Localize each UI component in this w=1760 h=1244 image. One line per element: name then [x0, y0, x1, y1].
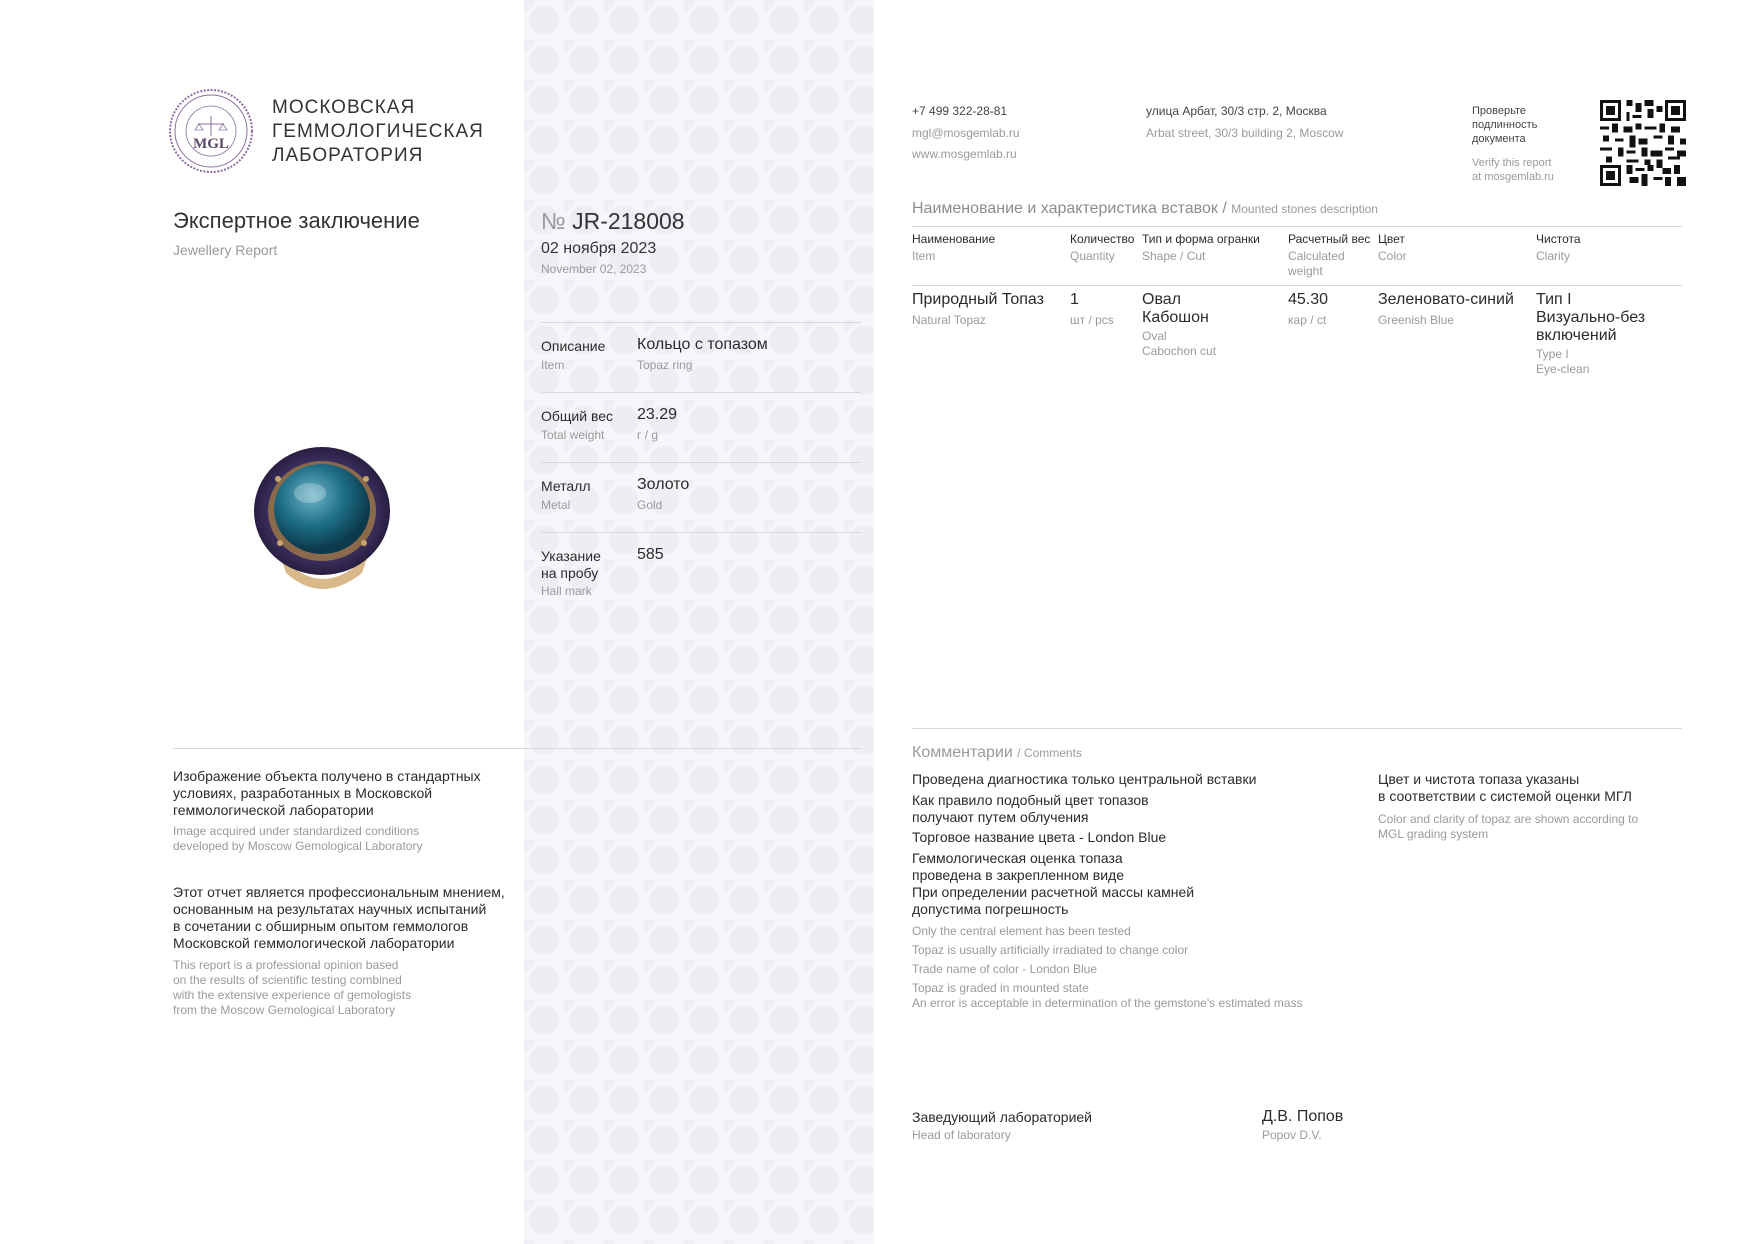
verify-ru-line: документа [1472, 133, 1526, 145]
cell-qty-unit: шт / pcs [1070, 313, 1114, 327]
col-shape-en: Shape / Cut [1142, 249, 1206, 263]
report-date: 02 ноября 2023 [541, 240, 657, 257]
field-value-hallmark: 585 [637, 546, 664, 563]
image-note-en: Image acquired under standardized conditions developed by Moscow Gemological Laboratory [173, 824, 423, 853]
col-weight-en: Calculated weight [1288, 249, 1345, 278]
field-label-hallmark-en: Hall mark [541, 584, 592, 598]
divider [541, 322, 861, 323]
field-label-item-en: Item [541, 358, 565, 372]
image-note: Изображение объекта получено в стандартных условиях, разработанных в Московской геммологической лаборатории [173, 768, 481, 818]
comment-en-1: Only the central element has been tested [912, 924, 1131, 938]
col-color-en: Color [1378, 249, 1407, 263]
comment-en-3: Trade name of color - London Blue [912, 962, 1097, 976]
stones-heading-ru: Наименование и характеристика вставок / [912, 200, 1227, 217]
col-qty: Количество [1070, 232, 1135, 246]
field-label-hallmark: Указание на пробу [541, 548, 601, 581]
signature-name-en: Popov D.V. [1262, 1128, 1322, 1142]
verify-ru-line: подлинность [1472, 119, 1538, 131]
col-item: Наименование [912, 232, 996, 246]
seal-text: MGL [193, 136, 229, 152]
stones-heading-en: Mounted stones description [1231, 202, 1378, 216]
signature-position-en: Head of laboratory [912, 1128, 1011, 1142]
contact-phone: +7 499 322-28-81 [912, 104, 1008, 118]
comments-heading-ru: Комментарии [912, 744, 1013, 761]
field-value-item-en: Topaz ring [637, 358, 693, 372]
comment-en-2: Topaz is usually artificially irradiated to change color [912, 943, 1189, 957]
verify-ru-line: Проверьте [1472, 105, 1527, 117]
report-date-en: November 02, 2023 [541, 262, 647, 276]
cell-color: Зеленовато-синий [1378, 291, 1514, 308]
divider [173, 748, 861, 749]
cell-clarity: Тип I Визуально-без включений [1536, 291, 1646, 344]
decorative-pattern-strip [524, 0, 874, 1244]
address-ru: улица Арбат, 30/3 стр. 2, Москва [1146, 104, 1327, 118]
grading-note-en: Color and clarity of topaz are shown according to MGL grading system [1378, 812, 1639, 841]
comments-heading-en: / Comments [1017, 746, 1082, 760]
number-prefix: № [541, 208, 566, 234]
lab-name [272, 96, 484, 168]
contact-email[interactable]: mgl@mosgemlab.ru [912, 126, 1020, 140]
grading-note: Цвет и чистота топаза указаны в соответствии с системой оценки МГЛ [1378, 771, 1632, 804]
field-label-weight-en: Total weight [541, 428, 605, 442]
address-en: Arbat street, 30/3 building 2, Moscow [1146, 126, 1344, 140]
col-item-en: Item [912, 249, 936, 263]
col-weight: Расчетный вес [1288, 232, 1371, 246]
report-number-value: JR-218008 [572, 208, 685, 234]
report-number [541, 208, 685, 235]
report-title: Экспертное заключение [173, 208, 420, 233]
contact-site[interactable]: www.mosgemlab.ru [912, 147, 1017, 161]
col-color: Цвет [1378, 232, 1405, 246]
divider [541, 462, 861, 463]
cell-item-en: Natural Topaz [912, 313, 986, 327]
cell-qty: 1 [1070, 291, 1079, 308]
cell-item: Природный Топаз [912, 291, 1044, 308]
cell-color-en: Greenish Blue [1378, 313, 1455, 327]
comment-en-4: Topaz is graded in mounted state An error is acceptable in determination of the gemstone's estimated mass [912, 981, 1303, 1010]
col-clarity: Чистота [1536, 232, 1581, 246]
field-label-metal-en: Metal [541, 498, 571, 512]
divider [912, 728, 1682, 729]
comment-2: Как правило подобный цвет топазов получают путем облучения [912, 792, 1149, 825]
comment-3: Торговое название цвета - London Blue [912, 829, 1167, 845]
divider [912, 285, 1682, 286]
cell-shape: Овал Кабошон [1142, 291, 1209, 326]
col-qty-en: Quantity [1070, 249, 1115, 263]
divider [541, 532, 861, 533]
lab-name-line-2: ГЕММОЛОГИЧЕСКАЯ [272, 121, 484, 142]
cell-weight: 45.30 [1288, 291, 1329, 308]
col-clarity-en: Clarity [1536, 249, 1571, 263]
divider [912, 226, 1682, 227]
field-label-item: Описание [541, 338, 606, 354]
verify-en-line: Verify this report [1472, 157, 1552, 169]
opinion-note-en: This report is a professional opinion based on the results of scientific testing combined with the extensive experience of gemologists from the Moscow Gemological Laboratory [173, 958, 412, 1017]
col-shape: Тип и форма огранки [1142, 232, 1260, 246]
mgl-seal-logo [168, 88, 254, 174]
field-value-metal: Золото [637, 476, 690, 493]
signature-name: Д.В. Попов [1262, 1108, 1344, 1125]
verify-en [1472, 156, 1554, 184]
field-value-metal-en: Gold [637, 498, 663, 512]
field-value-item: Кольцо с топазом [637, 336, 768, 353]
verify-en-line: at mosgemlab.ru [1472, 171, 1554, 183]
field-label-metal: Металл [541, 478, 591, 494]
ring-photo [250, 445, 394, 597]
opinion-note: Этот отчет является профессиональным мнением, основанным на результатах научных испытаний в сочетании с обширным опытом геммологов Московской геммологической лаборатории [173, 884, 505, 951]
signature-position: Заведующий лабораторией [912, 1109, 1092, 1125]
cell-shape-en: Oval Cabochon cut [1142, 329, 1217, 358]
comments-heading [912, 744, 1082, 762]
comment-4: Геммологическая оценка топаза проведена в закрепленном виде При определении расчетной массы камней допустима погрешность [912, 850, 1195, 917]
cell-clarity-en: Type I Eye-clean [1536, 347, 1590, 376]
report-title-en: Jewellery Report [173, 242, 278, 258]
field-value-weight: 23.29 [637, 406, 678, 423]
qr-code[interactable] [1600, 100, 1686, 186]
comment-1: Проведена диагностика только центральной вставки [912, 771, 1257, 787]
stones-heading [912, 200, 1378, 218]
lab-name-line-3: ЛАБОРАТОРИЯ [272, 145, 424, 166]
field-value-weight-unit: г / g [637, 428, 659, 442]
field-label-weight: Общий вес [541, 408, 614, 424]
lab-name-line-1: МОСКОВСКАЯ [272, 97, 416, 118]
cell-weight-unit: кар / ct [1288, 313, 1327, 327]
divider [541, 392, 861, 393]
verify-ru [1472, 104, 1537, 146]
